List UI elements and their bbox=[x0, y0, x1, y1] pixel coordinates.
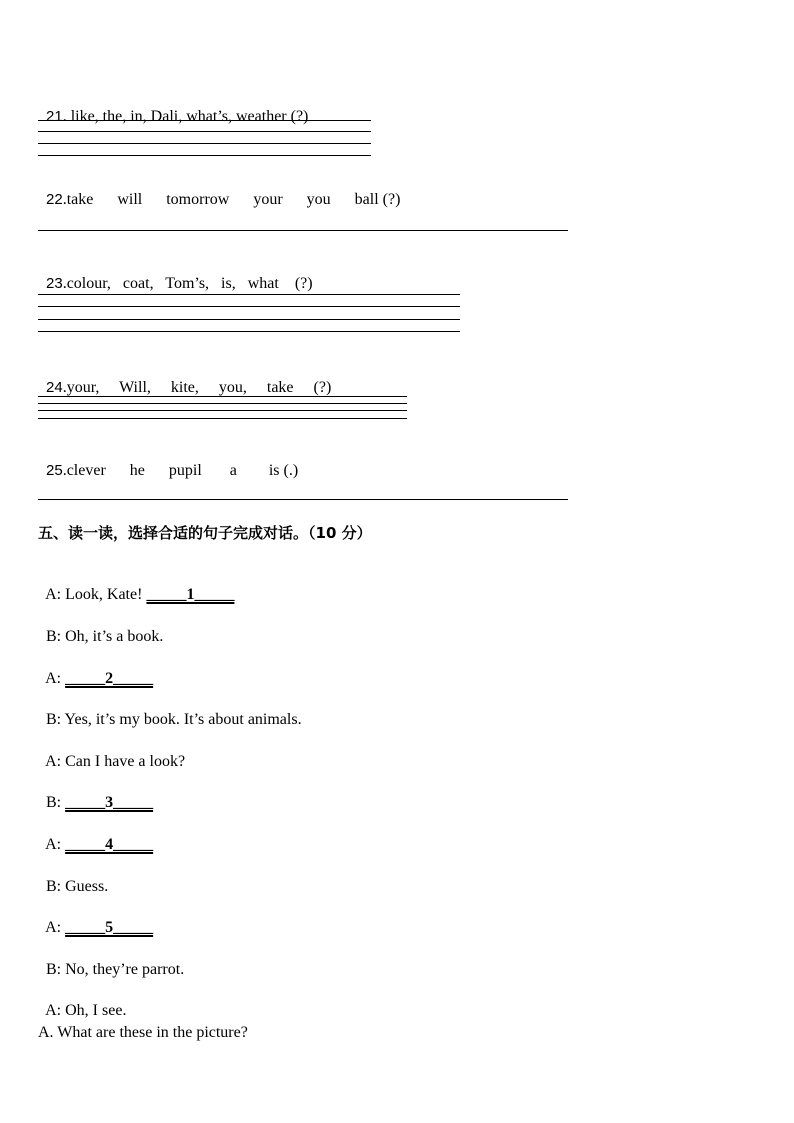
question-24 bbox=[38, 358, 331, 398]
answer-line[interactable] bbox=[38, 143, 371, 144]
question-number: 25 bbox=[46, 462, 63, 479]
dialogue-text: Look, Kate! bbox=[65, 586, 143, 603]
answer-blank-2[interactable]: _____2_____ bbox=[65, 670, 154, 687]
question-words: .colour, coat, Tom’s, is, what (?) bbox=[62, 275, 313, 292]
dialogue-text: Oh, I see. bbox=[65, 1002, 127, 1019]
dialogue-text: Can I have a look? bbox=[65, 753, 186, 770]
speaker-label: B: bbox=[46, 711, 62, 728]
question-number: 22 bbox=[46, 191, 63, 208]
answer-line[interactable] bbox=[38, 331, 460, 332]
speaker-label: A: bbox=[45, 586, 62, 603]
question-21 bbox=[38, 87, 308, 127]
dialogue-text: Guess. bbox=[65, 878, 109, 895]
option-a: A. What are these in the picture? bbox=[38, 1024, 248, 1041]
speaker-label: B: bbox=[46, 961, 62, 978]
speaker-label: B: bbox=[46, 628, 62, 645]
dialogue-text: Yes, it’s my book. It’s about animals. bbox=[64, 711, 302, 728]
question-words: .take will tomorrow your you ball (?) bbox=[62, 191, 401, 208]
answer-line[interactable] bbox=[38, 410, 407, 411]
answer-line[interactable] bbox=[38, 396, 407, 397]
question-25 bbox=[38, 441, 298, 481]
dialogue-line-6 bbox=[38, 773, 153, 813]
speaker-label: A: bbox=[45, 1002, 62, 1019]
answer-line[interactable] bbox=[38, 155, 371, 156]
dialogue-line-1 bbox=[38, 565, 234, 605]
answer-blank-4[interactable]: _____4_____ bbox=[65, 836, 154, 853]
speaker-label: A: bbox=[45, 919, 62, 936]
answer-line[interactable] bbox=[38, 319, 460, 320]
dialogue-text: Oh, it’s a book. bbox=[65, 628, 164, 645]
speaker-label: A: bbox=[45, 836, 62, 853]
dialogue-line-3 bbox=[38, 649, 153, 689]
speaker-label: B: bbox=[46, 878, 62, 895]
question-number: 21 bbox=[46, 108, 63, 125]
section-heading: 五、读一读，选择合适的句子完成对话。（10 分） bbox=[38, 524, 372, 542]
answer-line[interactable] bbox=[38, 131, 371, 132]
question-23 bbox=[38, 254, 313, 294]
answer-line[interactable] bbox=[38, 418, 407, 419]
answer-blank-3[interactable]: _____3_____ bbox=[65, 794, 154, 811]
dialogue-line-11 bbox=[38, 981, 126, 1021]
answer-line[interactable] bbox=[38, 306, 460, 307]
answer-line[interactable] bbox=[38, 403, 407, 404]
answer-line[interactable] bbox=[38, 230, 568, 231]
answer-blank-1[interactable]: _____1_____ bbox=[146, 586, 235, 603]
dialogue-line-5 bbox=[38, 732, 185, 772]
question-words: .your, Will, kite, you, take (?) bbox=[62, 379, 332, 396]
answer-blank-5[interactable]: _____5_____ bbox=[65, 919, 154, 936]
dialogue-line-10 bbox=[38, 940, 184, 980]
speaker-label: B: bbox=[46, 794, 62, 811]
answer-line[interactable] bbox=[38, 499, 568, 500]
question-words: . like, the, in, Dali, what’s, weather (?) bbox=[62, 108, 309, 125]
question-number: 24 bbox=[46, 379, 63, 396]
dialogue-line-2 bbox=[38, 607, 163, 647]
question-words: .clever he pupil a is (.) bbox=[62, 462, 299, 479]
question-22 bbox=[38, 170, 400, 210]
dialogue-line-4 bbox=[38, 690, 302, 730]
dialogue-line-9 bbox=[38, 898, 153, 938]
dialogue-line-8 bbox=[38, 857, 108, 897]
question-number: 23 bbox=[46, 275, 63, 292]
dialogue-line-7 bbox=[38, 815, 153, 855]
answer-line[interactable] bbox=[38, 294, 460, 295]
dialogue-text: No, they’re parrot. bbox=[65, 961, 185, 978]
answer-line[interactable] bbox=[38, 120, 371, 121]
speaker-label: A: bbox=[45, 753, 62, 770]
speaker-label: A: bbox=[45, 670, 62, 687]
